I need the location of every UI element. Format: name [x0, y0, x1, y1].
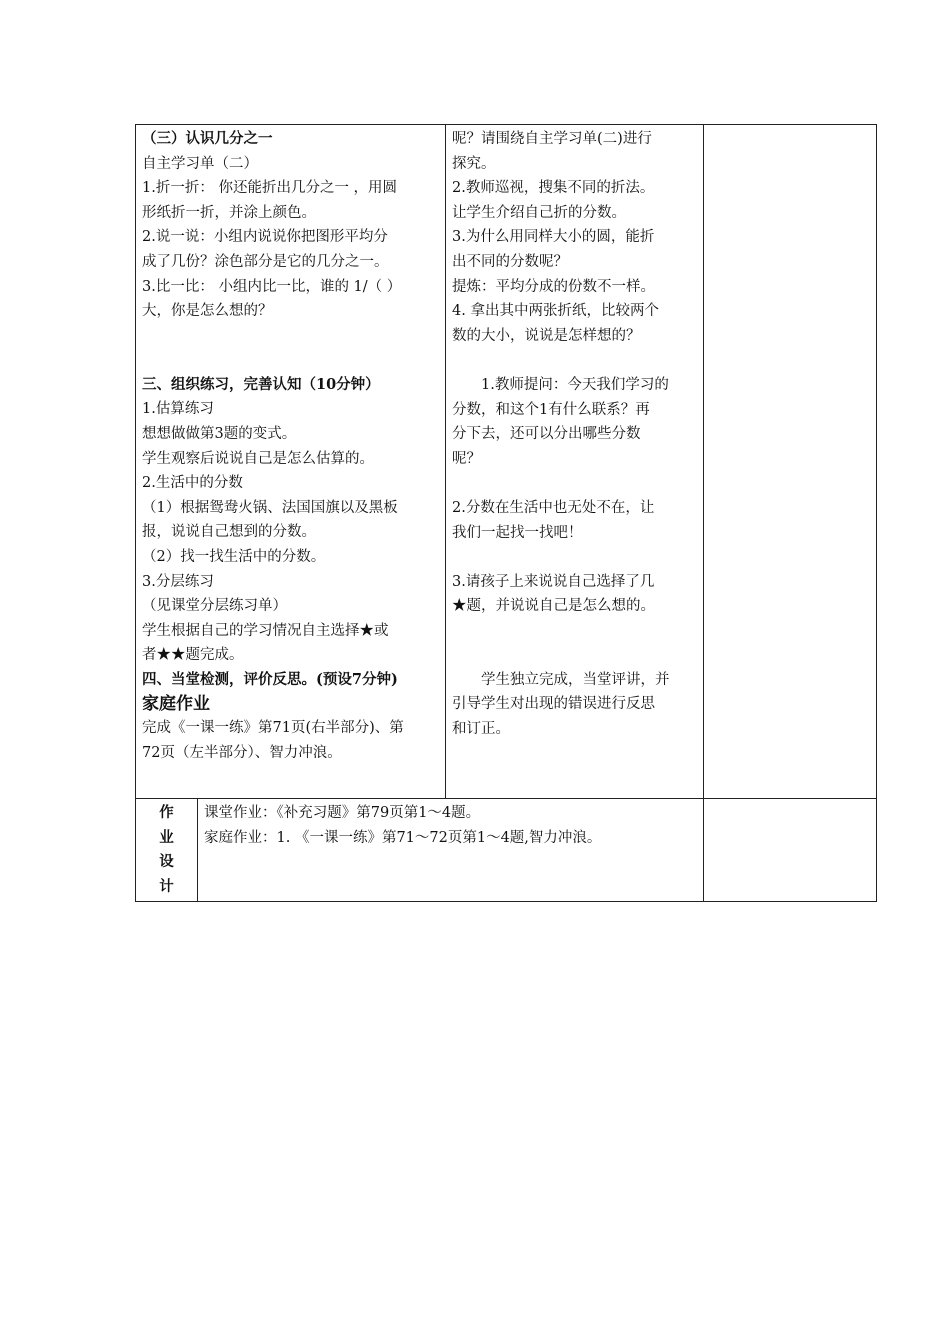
practice-line2: 想想做做第3题的变式。	[142, 425, 297, 442]
practice-line8: 3.分层练习	[142, 573, 214, 590]
label-char-4: 计	[159, 878, 174, 895]
practice-line11: 者★★题完成。	[142, 647, 244, 664]
question-line8: ★题，并说说自己是怎么想的。	[452, 598, 656, 615]
question-line2: 分数，和这个1有什么联系？再	[452, 401, 650, 418]
homework-row	[136, 799, 877, 902]
practice-line9: （见课堂分层练习单）	[142, 598, 287, 615]
step-say-line2: 成了几份？涂色部分是它的几分之一。	[142, 253, 389, 270]
step-compare-line1: 3.比一比： 小组内比一比，谁的 1/（ ）	[142, 278, 402, 295]
question-line4: 呢？	[452, 450, 482, 467]
review-line3: 和订正。	[452, 721, 511, 738]
class-work-text: 课堂作业：《补充习题》第79页第1～4题。	[204, 805, 481, 821]
review-line1: 学生独立完成，当堂评讲，并	[481, 671, 670, 688]
lesson-plan-table	[135, 124, 877, 902]
teacher-line9: 数的大小，说说是怎样想的？	[452, 327, 641, 344]
question-line5: 2.分数在生活中也无处不在，让	[452, 499, 655, 516]
practice-line6: 报，说说自己想到的分数。	[142, 524, 316, 541]
teacher-line2: 探究。	[452, 155, 496, 172]
worksheet-title: 自主学习单（二）	[142, 155, 258, 172]
label-char-1: 作	[159, 805, 174, 821]
homework-heading: 家庭作业	[142, 694, 210, 715]
step-say-line1: 2.说一说：小组内说说你把图形平均分	[142, 229, 388, 246]
practice-line5: （1）根据鸳鸯火锅、法国国旗以及黑板	[142, 499, 398, 516]
practice-line7: （2）找一找生活中的分数。	[142, 548, 326, 565]
teacher-line6: 出不同的分数呢？	[452, 253, 569, 270]
label-char-3: 设	[159, 854, 174, 871]
step-compare-line2: 大，你是怎么想的？	[142, 303, 273, 320]
part-three-heading: 三、组织练习，完善认知（10分钟）	[142, 375, 380, 393]
step-fold-line1: 1.折一折： 你还能折出几分之一 ，用圆	[142, 180, 398, 197]
practice-line10: 学生根据自己的学习情况自主选择★或	[142, 622, 389, 639]
question-line1: 1.教师提问：今天我们学习的	[481, 376, 669, 393]
part-four-heading: 四、当堂检测，评价反思。(预设7分钟)	[142, 670, 398, 688]
review-line2: 引导学生对出现的错误进行反思	[452, 696, 656, 713]
question-line6: 我们一起找一找吧！	[452, 524, 583, 541]
teacher-line4: 让学生介绍自己折的分数。	[452, 204, 627, 221]
practice-line1: 1.估算练习	[142, 401, 214, 418]
teacher-line8: 4. 拿出其中两张折纸，比较两个	[452, 303, 659, 320]
section-three-heading: （三）认识几分之一	[142, 130, 273, 147]
homework-content-cell	[198, 799, 704, 902]
content-row	[136, 125, 877, 799]
teacher-line5: 3.为什么用同样大小的圆，能折	[452, 229, 655, 246]
question-line3: 分下去，还可以分出哪些分数	[452, 426, 641, 443]
question-line7: 3.请孩子上来说说自己选择了几	[452, 573, 655, 590]
teacher-activity-cell	[446, 125, 704, 799]
student-activity-cell	[136, 125, 446, 799]
teacher-line3: 2.教师巡视，搜集不同的折法。	[452, 180, 655, 197]
practice-line4: 2.生活中的分数	[142, 475, 243, 492]
practice-line3: 学生观察后说说自己是怎么估算的。	[142, 450, 374, 467]
teacher-line1: 呢？请围绕自主学习单(二)进行	[452, 131, 652, 147]
label-char-2: 业	[159, 829, 174, 846]
notes-cell	[704, 125, 877, 799]
home-work-text: 家庭作业：1. 《一课一练》第71～72页第1～4题,智力冲浪。	[204, 829, 602, 846]
step-fold-line2: 形纸折一折，并涂上颜色。	[142, 204, 316, 221]
homework-line1: 完成《一课一练》第71页(右半部分)、第	[142, 720, 404, 737]
teacher-line7: 提炼：平均分成的份数不一样。	[452, 278, 656, 295]
homework-notes-cell	[704, 799, 877, 902]
homework-design-label	[136, 799, 198, 902]
homework-line2: 72页（左半部分）、智力冲浪。	[142, 745, 342, 762]
